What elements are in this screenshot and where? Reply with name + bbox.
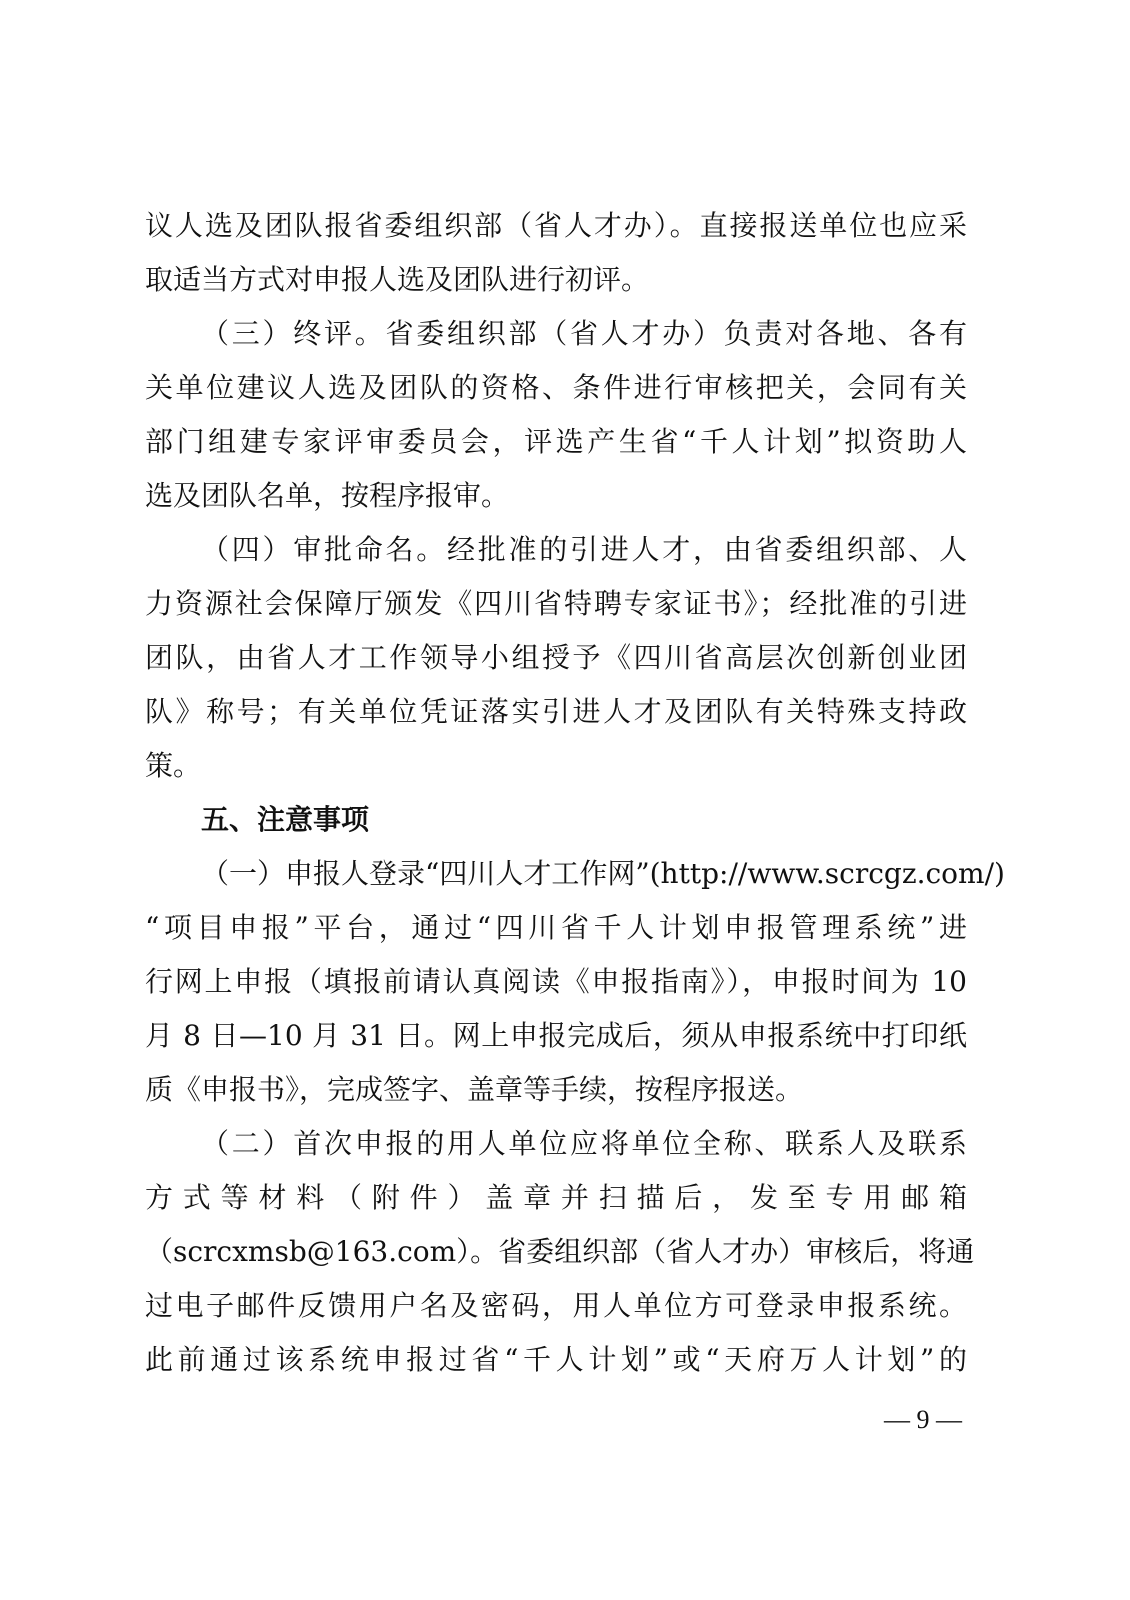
text-line: 团队，由省人才工作领导小组授予《四川省高层次创新创业团 [145, 641, 967, 674]
text-line: 过电子邮件反馈用户名及密码，用人单位方可登录申报系统。 [145, 1289, 967, 1322]
text-line: 部门组建专家评审委员会，评选产生省“千人计划”拟资助人 [145, 425, 967, 458]
text-line: 选及团队名单，按程序报审。 [145, 479, 510, 512]
text-line: 质《申报书》，完成签字、盖章等手续，按程序报送。 [145, 1073, 804, 1106]
body-text [145, 199, 1005, 1387]
text-line: “项目申报”平台，通过“四川省千人计划申报管理系统”进 [145, 911, 967, 944]
text-line: 方式等材料（附件）盖章并扫描后，发至专用邮箱 [145, 1181, 967, 1214]
text-line: （四）审批命名。经批准的引进人才，由省委组织部、人 [201, 533, 967, 566]
text-line: 队》称号；有关单位凭证落实引进人才及团队有关特殊支持政 [145, 695, 967, 728]
text-line: （scrcxmsb@163.com）。省委组织部（省人才办）审核后，将通 [145, 1235, 975, 1268]
text-line: （二）首次申报的用人单位应将单位全称、联系人及联系 [201, 1127, 967, 1160]
text-line: 此前通过该系统申报过省“千人计划”或“天府万人计划”的 [145, 1343, 967, 1376]
text-line: （一）申报人登录“四川人才工作网”(http://www.scrcgz.com/) [201, 857, 1005, 890]
section-heading: 五、注意事项 [201, 803, 370, 836]
text-line: 行网上申报（填报前请认真阅读《申报指南》），申报时间为 10 [145, 965, 967, 998]
text-line: 月 8 日—10 月 31 日。网上申报完成后，须从申报系统中打印纸 [145, 1019, 967, 1052]
text-line: 关单位建议人选及团队的资格、条件进行审核把关，会同有关 [145, 371, 967, 404]
text-line: 策。 [145, 749, 202, 782]
page-number: — 9 — [884, 1405, 962, 1434]
text-line: 取适当方式对申报人选及团队进行初评。 [145, 263, 650, 296]
text-line: 力资源社会保障厅颁发《四川省特聘专家证书》；经批准的引进 [145, 587, 967, 620]
text-line: 议人选及团队报省委组织部（省人才办）。直接报送单位也应采 [145, 209, 967, 242]
text-line: （三）终评。省委组织部（省人才办）负责对各地、各有 [201, 317, 967, 350]
